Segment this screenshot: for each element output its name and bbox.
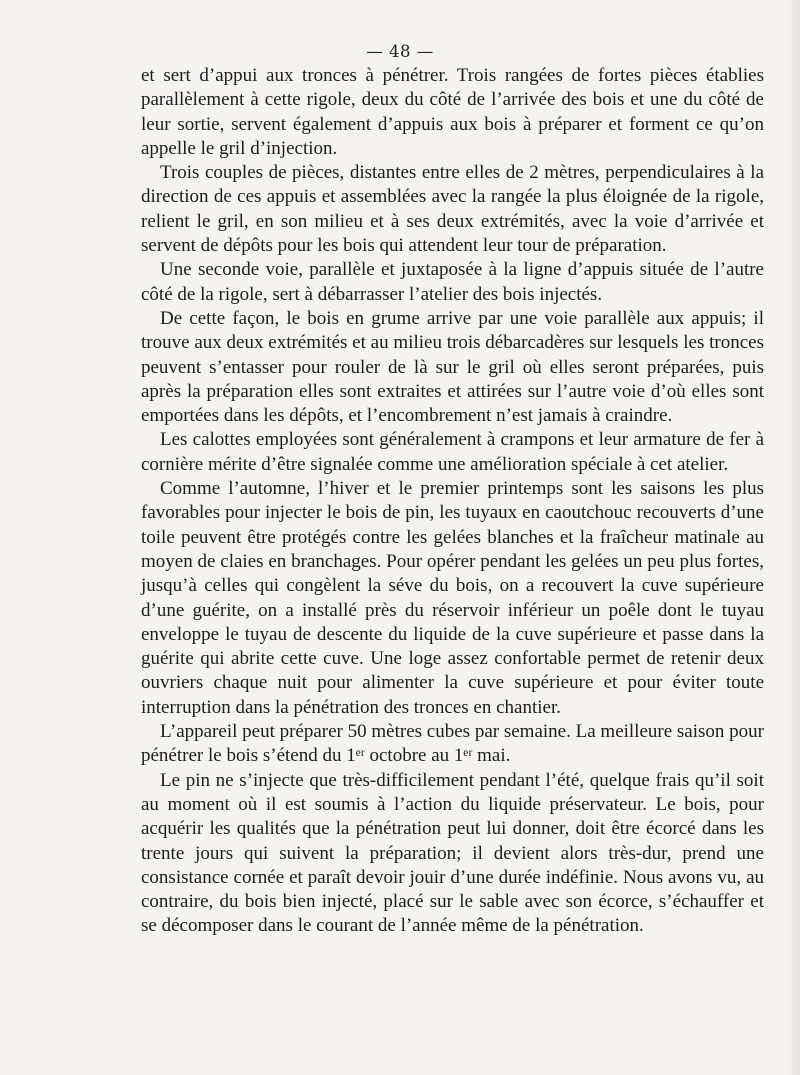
body-text bbox=[141, 64, 764, 939]
page-number: — 48 — bbox=[366, 42, 434, 61]
paragraph: Une seconde voie, parallèle et juxtaposée à la ligne d’appuis située de l’autre côté de la rigole, sert à débarrasser l’atelier des bois injectés. bbox=[141, 259, 764, 305]
paragraph: L’appareil peut préparer 50 mètres cubes par semaine. La meilleure saison pour pénétrer le bois s’étend du 1ᵉʳ octobre au 1ᵉʳ mai. bbox=[141, 721, 764, 767]
paragraph: Le pin ne s’injecte que très-difficilement pendant l’été, quelque frais qu’il soit au moment où il est soumis à l’action du liquide préservateur. Le bois, pour acquérir les qualités que la pénétration peut lui donner, doit être écorcé dans les trente jours qui suivent la préparation; il devient alors très-dur, prend une consistance cornée et paraît devoir jouir d’une durée indéfinie. Nous avons vu, au contraire, du bois bien injecté, placé sur le sable avec son écorce, s’échauffer et se décomposer dans le courant de l’année même de la pénétration. bbox=[141, 769, 764, 937]
paragraph: De cette façon, le bois en grume arrive par une voie parallèle aux appuis; il trouve aux deux extrémités et au milieu trois débarcadères sur lesquels les tronces peuvent s’entasser pour rouler de là sur le gril où elles seront préparées, puis après la préparation elles sont extraites et attirées sur l’autre voie d’où elles sont emportées dans les dépôts, et l’encombrement n’est jamais à craindre. bbox=[141, 307, 764, 427]
paragraph: Trois couples de pièces, distantes entre elles de 2 mètres, perpendiculaires à la direction de ces appuis et assemblées avec la rangée la plus éloignée de la rigole, relient le gril, en son milieu et à ses deux extrémités, avec la voie d’arrivée et servent de dépôts pour les bois qui attendent leur tour de préparation. bbox=[141, 162, 764, 257]
paragraph: Comme l’automne, l’hiver et le premier printemps sont les saisons les plus favorables pour injecter le bois de pin, les tuyaux en caoutchouc recouverts d’une toile peuvent être protégés contre les gelées blanches et la fraîcheur matinale au moyen de claies en branchages. Pour opérer pendant les gelées un peu plus fortes, jusqu’à celles qui congèlent la séve du bois, on a recouvert la cuve supérieure d’une guérite, on a installé près du réservoir inférieur un poêle dont le tuyau enveloppe le tuyau de descente du liquide de la cuve supérieure et passe dans la guérite qui abrite cette cuve. Une loge assez confortable permet de retenir deux ouvriers chaque nuit pour alimenter la cuve supérieure et pour éviter toute interruption dans la pénétration des tronces en chantier. bbox=[141, 478, 764, 718]
scan-edge-shadow bbox=[786, 0, 800, 1075]
paragraph-continuation: et sert d’appui aux tronces à pénétrer. Trois rangées de fortes pièces établies parallèlement à cette rigole, deux du côté de l’arrivée des bois et une du côté de leur sortie, servent également d’appuis aux bois à préparer et forment ce qu’on appelle le gril d’injection. bbox=[141, 65, 764, 159]
paragraph: Les calottes employées sont généralement à crampons et leur armature de fer à cornière mérite d’être signalée comme une amélioration spéciale à cet atelier. bbox=[141, 429, 764, 475]
